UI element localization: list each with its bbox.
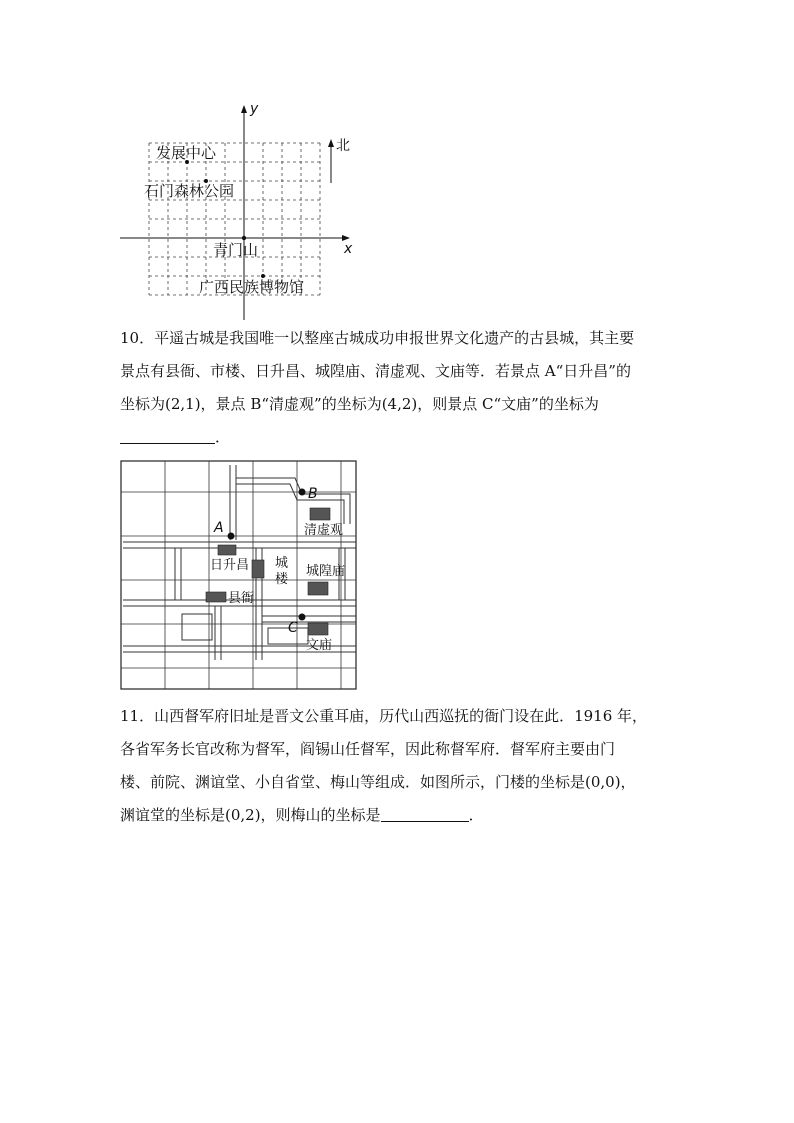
pingyao-map-figure <box>120 460 360 692</box>
label-rishengchang: 日升昌 <box>210 558 250 573</box>
label-chenglou-2: 楼 <box>275 572 289 587</box>
label-chenghuangmiao: 城隍庙 <box>306 564 346 579</box>
point-b-label: B <box>308 486 318 502</box>
label-qingxiushan: 青门山 <box>213 241 259 259</box>
label-museum: 广西民族博物馆 <box>199 278 305 296</box>
q11-answer-blank[interactable] <box>381 805 469 822</box>
question-11 <box>120 700 680 832</box>
label-forest-park: 石门森林公园 <box>144 182 235 200</box>
label-wenmiao: 文庙 <box>306 638 333 653</box>
q11-line-2: 各省军务长官改称为督军，阎锡山任督军，因此称督军府．督军府主要由门 <box>120 740 616 758</box>
label-chenglou-1: 城 <box>275 556 289 571</box>
question-10 <box>120 322 680 454</box>
label-qingxuguan: 清虚观 <box>304 523 344 538</box>
wenmiao-building-icon <box>308 623 328 635</box>
q10-line-2: 景点有县衙、市楼、日升昌、城隍庙、清虚观、文庙等．若景点 A“日升昌”的 <box>120 362 631 380</box>
q11-line-1: 11．山西督军府旧址是晋文公重耳庙，历代山西巡抚的衙门设在此．1916 年， <box>120 707 648 725</box>
qingxuguan-building-icon <box>310 508 330 520</box>
y-axis-label: y <box>250 101 259 117</box>
point-c-label: C <box>288 620 298 636</box>
north-arrow-icon <box>328 139 334 183</box>
label-dev-center: 发展中心 <box>156 144 217 162</box>
q11-line-3: 楼、前院、渊谊堂、小自省堂、梅山等组成．如图所示，门楼的坐标是(0,0)， <box>120 773 636 791</box>
q10-answer-blank[interactable] <box>120 427 215 444</box>
x-axis-label: x <box>344 241 353 257</box>
dashed-grid <box>149 143 320 295</box>
chenglou-building-icon <box>252 560 264 578</box>
q10-line-3: 坐标为(2,1)，景点 B“清虚观”的坐标为(4,2)，则景点 C“文庙”的坐标为 <box>120 395 599 413</box>
label-xianya: 县衙 <box>228 591 255 606</box>
point-a-label: A <box>214 520 224 536</box>
chenghuangmiao-building-icon <box>308 582 328 595</box>
rishengchang-building-icon <box>218 545 236 555</box>
q10-line-1: 10．平遥古城是我国唯一以整座古城成功申报世界文化遗产的古县城，其主要 <box>120 329 635 347</box>
xianya-building-icon <box>206 592 226 602</box>
north-label: 北 <box>336 138 350 154</box>
q11-line-4: 渊谊堂的坐标是(0,2)，则梅山的坐标是 ． <box>120 806 484 824</box>
q10-line-4: ． <box>120 421 680 454</box>
coordinate-map-figure <box>110 95 370 330</box>
